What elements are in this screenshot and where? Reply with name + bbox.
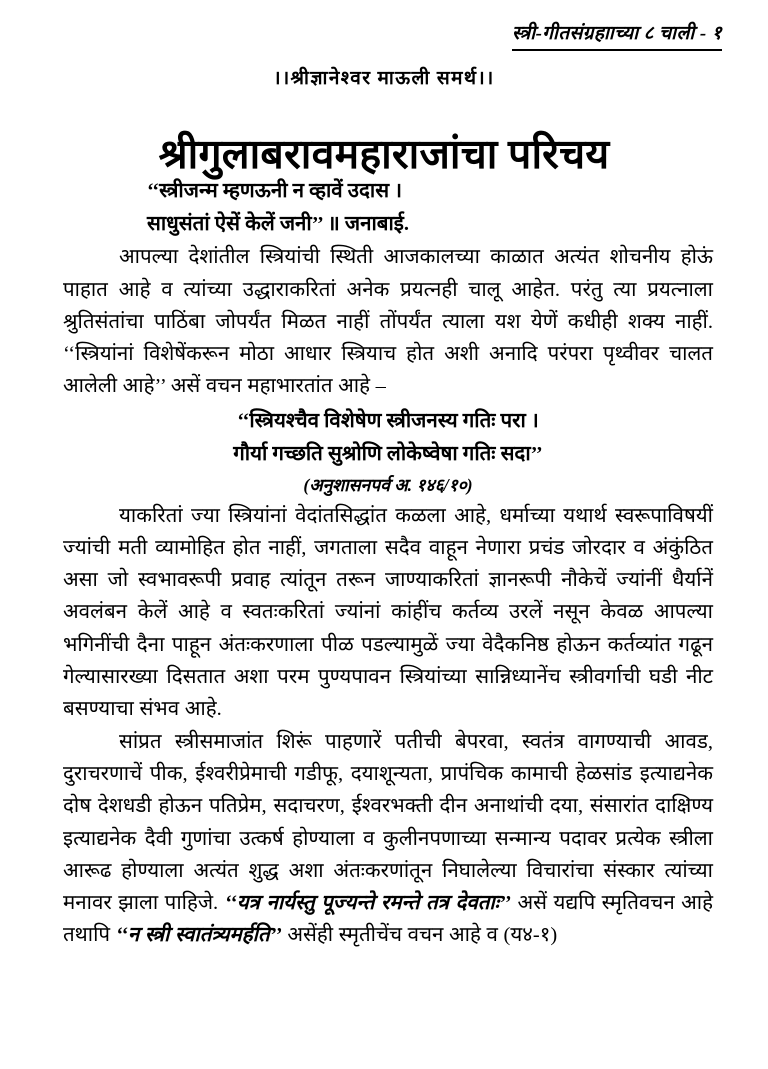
running-header-text: स्त्री-गीतसंग्रहााच्या ८ चाली - १ [512,22,722,51]
invocation-line: ।।श्रीज्ञानेश्वर माऊली समर्थ।। [273,68,495,89]
smriti-quote-2: ‘‘न स्त्री स्वातंत्र्यमर्हति’’ [115,924,282,947]
paragraph-3-text-part-1: सांप्रत स्त्रीसमाजांत शिरूं पाहणारें पतीची बेपरवा, स्वतंत्र वागण्याची आवड, दुराचरणाचें पीक, ईश्वरीप्रेमाची गडीफू, दयाशून्यता, प्रापंचिक कामाची हेळसांड इत्याद्यनेक दोष देशधडी होऊन पतिप्रेम, सदाचरण, ईश्वरभक्ती दीन अनाथांची दया, संसारांत दाक्षिण्य इत्याद्यनेक दैवी गुणांचा उत्कर्ष होण्याला व कुलीनपणाच्या सन्मान्य पदावर प्रत्येक स्त्रीला आरूढ होण्याला अत्यंत शुद्ध अशा अंतःकरणांतून निघालेल्या विचारांचा संस्कार त्यांच्या मनावर झाला पाहिजे. [63,731,713,914]
page-marker: (य४-१) [503,924,558,947]
page-title: श्रीगुलाबरावमहाराजांचा परिचय [158,131,610,178]
paragraph-3-text-part-2: असें यद्यपि स्मृतिवचन आहे तथापि [63,891,714,947]
verse-line-1: ‘‘स्त्रीजन्म म्हणऊनी न व्हावें उदास । [147,180,402,202]
paragraph-2: याकरितां ज्या स्त्रियांनां वेदांतसिद्धांत कळला आहे, धर्माच्या यथार्थ स्वरूपाविषयीं ज्यांची मती व्यामोहित होत नाहीं, जगताला सदैव वाहून नेणारा प्रचंड जोरदार व अंकुंठित असा जो स्वभावरूपी प्रवाह त्यांतून तरून जाण्याकरितां ज्ञानरूपी नौकेचें ज्यांनीं धैर्यानें अवलंबन केलें आहे व स्वतःकरितां ज्यांनां कांहींच कर्तव्य उरलें नसून केवळ आपल्या भगिनींची दैना पाहून अंतःकरणाला पीळ पडल्यामुळें ज्या वेदैकनिष्ठ होऊन कर्तव्यांत गढून गेल्यासारख्या दिसतात अशा परम पुण्यपावन स्त्रियांच्या सान्निध्यानेंच स्त्रीवर्गाची घडी नीट बसण्याचा संभव आहे. [63,504,713,720]
sanskrit-shloka [63,405,713,471]
verse-epigraph [63,175,713,241]
paragraph-3 [63,726,713,951]
paragraph-1: आपल्या देशांतील स्त्रियांची स्थिती आजकालच्या काळात अत्यंत शोचनीय होऊं पाहात आहे व त्यांच्या उद्धाराकरितां अनेक प्रयत्नही चालू आहेत. परंतु त्या प्रयत्नाला श्रुतिसंतांचा पाठिंबा जोपर्यंत मिळत नाहीं तोंपर्यंत त्याला यश येणें कधीही शक्य नाहीं. ‘‘स्त्रियांनां विशेषेंकरून मोठा आधार स्त्रियाच होत अशी अनादि परंपरा पृथ्वीवर चालत आलेली आहे’’ असें वचन महाभारतांत आहे – [63,246,713,398]
running-header [63,22,722,51]
shloka-line-1: ‘‘स्त्रियश्चैव विशेषेण स्त्रीजनस्य गतिः परा । [237,410,539,433]
smriti-quote-1: ‘‘यत्र नार्यस्तु पूज्यन्ते रमन्ते तत्र देवताः’’ [224,891,511,914]
verse-line-2: साधुसंतां ऐसें केलें जनी’’ ॥ जनाबाई. [147,213,409,236]
shloka-line-2: गौर्या गच्छति सुश्रोणि लोकेष्वेषा गतिः सदा’’ [233,443,543,466]
paragraph-3-text-part-3: असेंही स्मृतीचेंच वचन आहे व [281,924,504,947]
shloka-citation: (अनुशासनपर्व अ. १४६/१०) [303,474,473,495]
body-content [63,175,713,951]
